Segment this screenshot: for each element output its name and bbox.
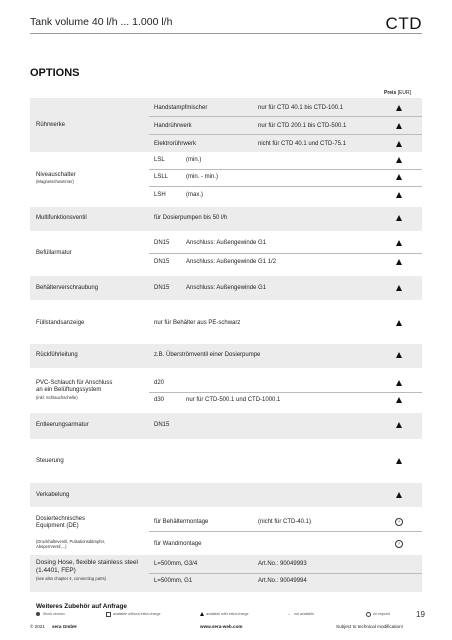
extra-charge-icon — [396, 141, 402, 147]
extra-charge-icon — [200, 612, 204, 616]
header-divider — [30, 33, 422, 34]
option-dn: DN15 — [154, 285, 170, 291]
document-title: Tank volume 40 l/h ... 1.000 l/h — [30, 16, 173, 28]
option-row-befuellarmatur — [30, 235, 422, 273]
without-charge-icon — [106, 612, 111, 617]
option-label: Niveauschalter — [36, 172, 76, 178]
extra-charge-icon — [396, 259, 402, 265]
extra-charge-icon — [396, 123, 402, 129]
extra-charge-icon — [396, 352, 402, 358]
option-row-rueckfuehrleitung — [30, 344, 422, 368]
option-code: LSLL — [154, 174, 169, 180]
option-row-dosiertechnisches-equipment — [30, 512, 422, 555]
option-diameter: d30 — [154, 397, 165, 403]
not-available-icon: – — [288, 611, 291, 616]
website-link[interactable]: www.sera-web.com — [200, 624, 243, 629]
option-label: Behälterverschraubung — [36, 285, 99, 291]
option-label: an ein Belüftungssystem — [36, 387, 102, 393]
extra-charge-icon — [396, 215, 402, 221]
option-label: Befüllarmatur — [36, 250, 72, 256]
legend-entry: available with extra charge — [206, 612, 249, 616]
option-code: LSL — [154, 157, 165, 163]
legend-entry: not available — [294, 612, 315, 616]
on-request-icon: ? — [395, 518, 403, 526]
row-divider — [149, 573, 422, 574]
extra-charge-icon — [396, 105, 402, 111]
option-dn: DN15 — [154, 422, 170, 428]
row-divider — [149, 116, 422, 117]
option-label: Rückführleitung — [36, 352, 78, 358]
option-desc: (min. - min.) — [186, 174, 218, 180]
option-note: nur für CTD 200.1 bis CTD-500.1 — [258, 123, 347, 129]
option-dn: DN15 — [154, 240, 170, 246]
option-text: für Dosierpumpen bis 50 l/h — [154, 215, 228, 221]
option-desc: (max.) — [186, 192, 203, 198]
option-text: Anschluss: Außengewinde G1 — [186, 240, 267, 246]
option-sublabel: Absperrventil,...) — [36, 544, 67, 549]
option-row-behaelterverschraubung — [30, 276, 422, 300]
row-divider — [149, 134, 422, 135]
option-label: Steuerung — [36, 458, 64, 464]
page-footer — [30, 624, 422, 634]
legend-entry: available without extra charge — [113, 612, 161, 616]
option-row-verkabelung — [30, 483, 422, 507]
option-note: nicht für CTD 40.1 und CTD-75.1 — [258, 141, 347, 147]
option-note: (nicht für CTD-40.1) — [258, 519, 312, 525]
option-row-multifunktionsventil — [30, 207, 422, 231]
option-row-entleerungsarmatur — [30, 413, 422, 439]
option-row-ruehrwerke — [30, 98, 422, 155]
option-row-fuellstandsanzeige — [30, 312, 422, 334]
extra-charge-icon — [396, 397, 402, 403]
option-label: Multifunktionsventil — [36, 215, 87, 221]
company-name: sera GmbH — [52, 624, 77, 629]
option-row-steuerung — [30, 449, 422, 473]
option-label: Rührwerke — [36, 122, 66, 128]
option-row-pvc-schlauch — [30, 376, 422, 410]
on-request-icon — [366, 612, 371, 617]
option-length: L=500mm, G1 — [154, 578, 193, 584]
option-label: Entleerungsarmatur — [36, 422, 89, 428]
page-number: 19 — [416, 610, 425, 619]
option-label: Füllstandsanzeige — [36, 320, 85, 326]
option-item: Handstampfmischer — [154, 105, 208, 111]
article-number: Art.No.: 90049994 — [258, 578, 307, 584]
extra-charge-icon — [396, 174, 402, 180]
copyright: © 2021 — [30, 624, 45, 629]
option-text: nur für Behälter aus PE-schwarz — [154, 320, 241, 326]
option-text: Anschluss: Außengewinde G1 — [186, 285, 267, 291]
stock-version-icon — [36, 612, 40, 616]
extra-charge-icon — [396, 458, 402, 464]
legal-notice: Subject to technical modification! — [336, 624, 403, 629]
option-length: L=500mm, G3/4 — [154, 561, 198, 567]
legend-entry: Stock version — [43, 612, 65, 616]
option-sublabel: (see also chapter 4, connecting parts) — [36, 576, 107, 581]
row-divider — [149, 392, 422, 393]
row-divider — [149, 186, 422, 187]
row-divider — [149, 169, 422, 170]
option-diameter: d20 — [154, 380, 165, 386]
option-label: Verkabelung — [36, 492, 70, 498]
option-row-niveauschalter — [30, 152, 422, 205]
option-note: nur für CTD-500.1 und CTD-1000.1 — [186, 397, 281, 403]
option-text: für Wandmontage — [154, 541, 202, 547]
extra-charge-icon — [396, 320, 402, 326]
extra-charge-icon — [396, 492, 402, 498]
option-sublabel: (Magnetschwimmer) — [36, 179, 74, 184]
extra-charge-icon — [396, 192, 402, 198]
option-label: PVC-Schlauch für Anschluss — [36, 380, 113, 386]
option-note: nur für CTD 40.1 bis CTD-100.1 — [258, 105, 344, 111]
option-text: Anschluss: Außengewinde G1 1/2 — [186, 259, 277, 265]
option-item: Handrührwerk — [154, 123, 192, 129]
option-text: für Behältermontage — [154, 519, 209, 525]
accessories-note: Weiteres Zubehör auf Anfrage — [36, 603, 127, 610]
option-label: Dosiertechnisches — [36, 516, 86, 522]
extra-charge-icon — [396, 422, 402, 428]
option-desc: (min.) — [186, 157, 202, 163]
option-label: Dosing Hose, flexible stainless steel — [36, 559, 138, 566]
option-sublabel: (Druckhalteventil, Pulsationsdämpfer, — [36, 539, 106, 544]
extra-charge-icon — [396, 380, 402, 386]
brand-logo: CTD — [385, 14, 422, 33]
extra-charge-icon — [396, 285, 402, 291]
option-text: z.B. Überströmventil einer Dosierpumpe — [154, 352, 261, 358]
option-sublabel: (inkl. Schlauchschelle) — [36, 395, 78, 400]
row-divider — [149, 253, 422, 254]
extra-charge-icon — [396, 157, 402, 163]
option-label: (1.4401, FEP) — [36, 567, 76, 574]
option-label: Equipment (DE) — [36, 523, 79, 529]
on-request-icon: ? — [395, 540, 403, 548]
option-item: Elektrorührwerk — [154, 141, 197, 147]
article-number: Art.No.: 90049993 — [258, 561, 307, 567]
section-title: OPTIONS — [30, 67, 80, 79]
option-dn: DN15 — [154, 259, 170, 265]
extra-charge-icon — [396, 240, 402, 246]
price-column-header: Preis [EUR] — [384, 90, 411, 96]
legend — [36, 612, 422, 620]
row-divider — [149, 531, 422, 532]
option-code: LSH — [154, 192, 166, 198]
legend-entry: on request — [373, 612, 390, 616]
